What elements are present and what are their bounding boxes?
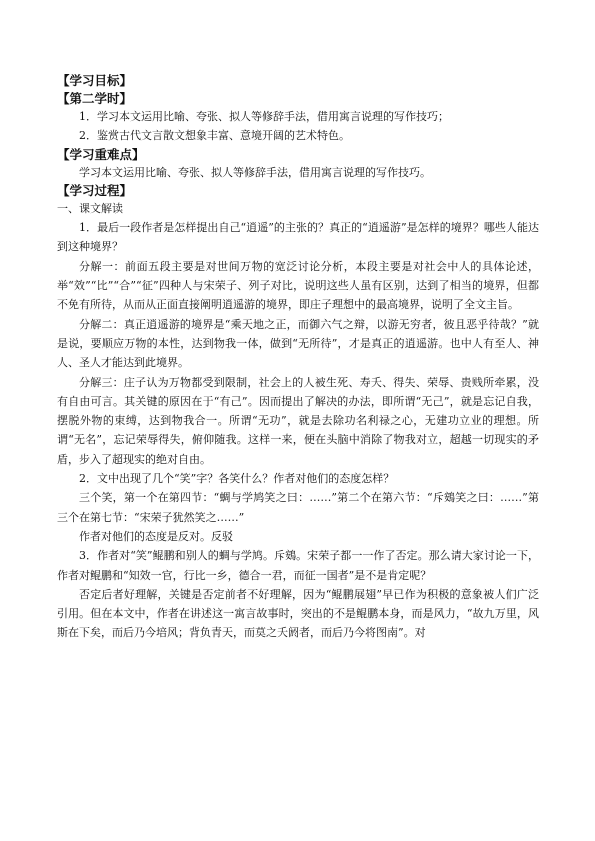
key-points-text: 学习本文运用比喻、夸张、拟人等修辞手法，借用寓言说理的写作技巧。 bbox=[79, 165, 431, 179]
analysis-3: 分解三：庄子认为万物都受到限制，社会上的人被生死、寿夭、得失、荣辱、贵贱所牵累，没有自由可言。其关键的原因在于“有己”。因而提出了解决的办法，即所谓“无己”，就是忘记自我，摆脱外物的束缚，达到物我合一。所谓“无功”，就是去除功名利禄之心，无建功立业的理想。所谓“无名”，忘记荣辱得失，俯仰随我。这样一来，便在头脑中消除了物我对立，超越一切现实的矛盾，步入了超现实的绝对自由。 bbox=[57, 375, 539, 466]
answer-3: 否定后者好理解，关键是否定前者不好理解，因为“鲲鹏展翅”早已作为积极的意象被人们广泛引用。但在本文中，作者在讲述这一寓言故事时，突出的不是鲲鹏本身，而是风力，“故九万里，风斯在下矣，而后乃今培风；背负青天，而莫之夭阏者，而后乃今将图南”。对 bbox=[57, 587, 539, 640]
analysis-1: 分解一：前面五段主要是对世间万物的宽泛讨论分析，本段主要是对社会中人的具体论述，举“效”“比”“合”“征”四种人与宋荣子、列子对比，说明这些人虽有区别，达到了相当的境界，但都不免有所待，从而从正面直接阐明逍遥游的境界，即庄子理想中的最高境界，说明了全文主旨。 bbox=[57, 259, 539, 312]
question-3: 3．作者对“笑”鲲鹏和别人的蜩与学鸠。斥鴳。宋荣子都一一作了否定。那么请大家讨论一下，作者对鲲鹏和“知效一官，行比一乡，德合一君，而征一国者”是不是肯定呢？ bbox=[57, 549, 539, 582]
heading-process: 【学习过程】 bbox=[57, 182, 133, 198]
attitude-text: 作者对他们的态度是反对。反驳 bbox=[79, 529, 233, 543]
question-2: 2．文中出现了几个“笑”字？各笑什么？作者对他们的态度怎样？ bbox=[79, 472, 395, 486]
document-body bbox=[57, 72, 539, 643]
question-1: 1．最后一段作者是怎样提出自己“逍遥”的主张的？真正的“逍遥游”是怎样的境界？哪些人能达到这种境界？ bbox=[57, 221, 539, 254]
analysis-2: 分解二：真正逍遥游的境界是“乘天地之正，而御六气之辩，以游无穷者，彼且恶乎待哉？”就是说，要顺应万物的本性，达到物我一体，做到“无所待”，才是真正的逍遥游。也中人有至人、神人、圣人才能达到此境界。 bbox=[57, 317, 539, 370]
heading-second-period: 【第二学时】 bbox=[57, 91, 133, 106]
answer-2: 三个笑，第一个在第四节：“蜩与学鸠笑之曰：……”第二个在第六节：“斥鴳笑之曰：……”第三个在第七节：“宋荣子犹然笑之……” bbox=[57, 491, 539, 524]
heading-key-points: 【学习重难点】 bbox=[57, 146, 145, 162]
objective-item-2: 2．鉴赏古代文言散文想象丰富、意境开阔的艺术特色。 bbox=[79, 129, 350, 143]
objective-item-1: 1．学习本文运用比喻、夸张、拟人等修辞手法，借用寓言说理的写作技巧； bbox=[79, 110, 449, 123]
section-one-title: 一、课文解读 bbox=[57, 201, 123, 215]
heading-objectives: 【学习目标】 bbox=[57, 73, 133, 88]
